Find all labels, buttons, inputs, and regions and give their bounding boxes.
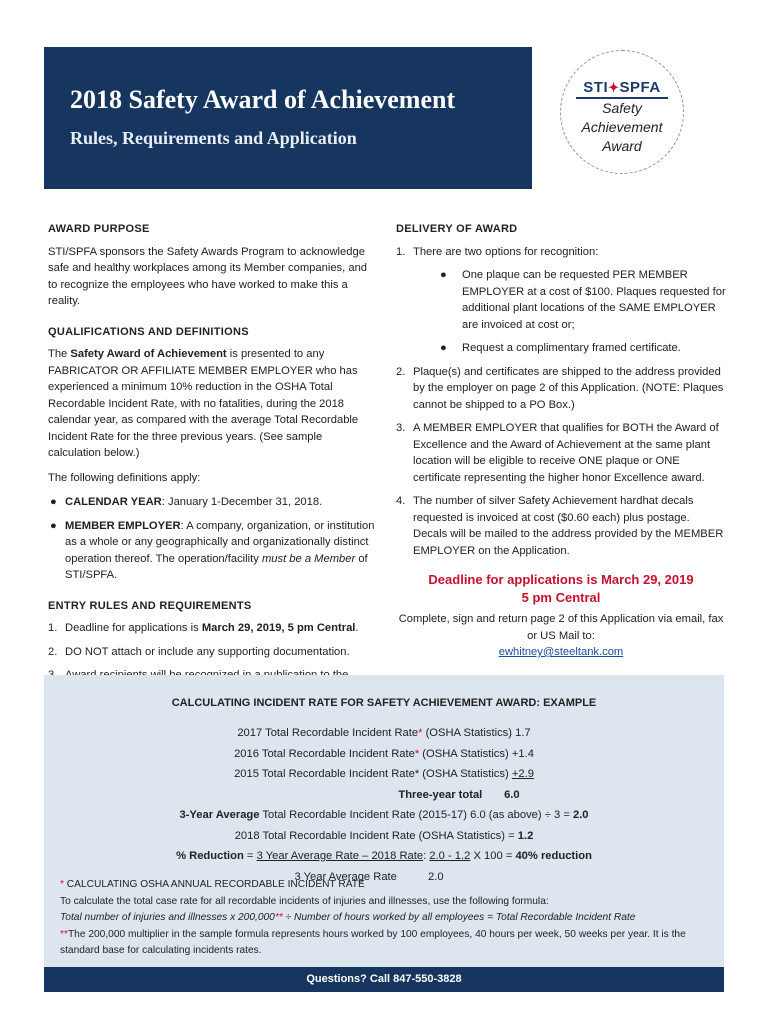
calculation-lines — [44, 723, 724, 887]
asterisk-mark: ** — [60, 928, 68, 940]
list-number: 4. — [396, 495, 406, 507]
entry-rules-heading: ENTRY RULES AND REQUIREMENTS — [48, 599, 252, 612]
calc-line-average — [44, 805, 724, 826]
calc-line-total — [44, 785, 724, 806]
page-title: 2018 Safety Award of Achievement — [70, 85, 456, 114]
bullet-icon: ● — [440, 269, 447, 281]
calc-text: 2018 Total Recordable Incident Rate (OSHA Statistics) = — [234, 829, 518, 842]
rule-text: Deadline for applications is — [65, 622, 202, 634]
qualifications-heading: QUALIFICATIONS AND DEFINITIONS — [48, 325, 249, 338]
calc-text: X 100 = — [470, 850, 516, 862]
formula-text: ÷ Number of hours worked by all employees = Total Recordable Incident Rate — [282, 912, 636, 923]
logo-brand — [561, 79, 683, 99]
definition-text: : January 1-December 31, 2018. — [161, 496, 323, 508]
qual-text-post: is presented to any FABRICATOR OR AFFILIATE MEMBER EMPLOYER who has experienced a minimum 10% reduction in the OSHA Total Recordable Incident Rate, with no fatalities, during the 2018 calendar year, as compared with the average Total Recordable Incident Rate for the three previous years. (See sample calculation below.) — [48, 348, 359, 459]
calc-text: 2015 Total Recordable Incident Rate* (OSHA Statistics) — [234, 768, 512, 780]
reduction-formula: 3 Year Average Rate – 2018 Rate — [256, 850, 424, 862]
definition-member-employer — [48, 518, 378, 584]
multiplier-text: The 200,000 multiplier in the sample formula represents hours worked by 100 employees, 40 hours per week, 50 weeks per year. It is the standard base for calculating incidents rates. — [60, 928, 686, 956]
delivery-text: There are two options for recognition: — [413, 245, 599, 258]
qual-text-pre: The — [48, 348, 71, 360]
list-number: 2. — [48, 645, 58, 658]
total-label: Three-year total — [398, 788, 483, 801]
delivery-heading: DELIVERY OF AWARD — [396, 223, 518, 235]
deadline-line-2: 5 pm Central — [521, 590, 601, 605]
questions-footer: Questions? Call 847-550-3828 — [44, 967, 724, 992]
delivery-text: Plaque(s) and certificates are shipped to the address provided by the employer on page 2 of this Application. (NOTE: Plaques cannot be shipped to a PO Box.) — [413, 365, 724, 411]
total-value: 6.0 — [504, 788, 520, 801]
osha-instructions: To calculate the total case rate for all recordable incidents of injuries and illnesses, use the following formula: — [60, 895, 549, 907]
logo-line-safety: Safety — [602, 100, 642, 116]
definitions-intro: The following definitions apply: — [48, 471, 201, 484]
bullet-icon: ● — [440, 342, 447, 354]
logo-line-award: Award — [602, 138, 642, 154]
calc-line-2017 — [44, 723, 724, 744]
email-link[interactable]: ewhitney@steeltank.com — [498, 646, 624, 658]
calculation-box — [44, 675, 724, 967]
delivery-text: A MEMBER EMPLOYER that qualifies for BOTH the Award of Excellence and the Award of Achievement at the same plant location will be eligible to receive ONE plaque or ONE certificate representing the higher honor Excellence award. — [413, 422, 719, 484]
definition-text-end: of STI/SPFA. — [65, 552, 368, 581]
calculation-title: CALCULATING INCIDENT RATE FOR SAFETY ACHIEVEMENT AWARD: EXAMPLE — [171, 697, 597, 709]
calc-text: 3 Year Average Rate — [294, 870, 397, 883]
definition-emphasis: must be a Member — [261, 552, 356, 565]
osha-heading — [60, 877, 716, 894]
osha-heading-text: CALCULATING OSHA ANNUAL RECORDABLE INCIDENT RATE — [63, 879, 365, 890]
osha-multiplier-note — [60, 927, 716, 960]
definition-calendar-year — [48, 494, 378, 511]
calc-text: (OSHA Statistics) +1.4 — [419, 747, 534, 760]
osha-note — [60, 877, 716, 960]
list-number: 1. — [396, 245, 406, 258]
formula-text: Total number of injuries and illnesses x 200,000 — [60, 912, 275, 923]
logo-line-achievement: Achievement — [581, 119, 663, 135]
calc-line-reduction — [44, 846, 724, 867]
definition-text: : A company, organization, or institution as a whole or any geographically and organizationally distinct operation thereof. The operation/facility — [65, 519, 375, 565]
safety-award-logo — [560, 50, 684, 174]
bullet-icon: ● — [50, 496, 57, 508]
option-text: Request a complimentary framed certificate. — [462, 342, 681, 354]
delivery-text: The number of silver Safety Achievement hardhat decals requested is invoiced at cost ($0.60 each) plus postage. Decals will be mailed to the address provided by the MEMBER EMPLOYER on the Application. — [413, 495, 724, 557]
reduction-values: 2.0 - 1.2 — [429, 850, 471, 862]
calc-value: +2.9 — [511, 768, 534, 780]
calc-line-2018 — [44, 826, 724, 847]
left-column — [48, 221, 378, 707]
reduction-result: 40% reduction — [515, 850, 592, 862]
asterisk-mark: * — [60, 879, 64, 890]
average-value: 2.0 — [572, 809, 589, 821]
asterisk-mark: ** — [274, 912, 283, 923]
asterisk-mark: * — [414, 747, 420, 760]
delivery-item-4 — [396, 493, 726, 559]
calc-text: = — [243, 850, 257, 862]
calc-line-2016 — [44, 744, 724, 765]
rule-text: DO NOT attach or include any supporting documentation. — [65, 645, 350, 658]
reduction-label: % Reduction — [176, 850, 244, 862]
list-number: 2. — [396, 365, 406, 378]
calc-line-2015 — [44, 764, 724, 785]
calc-text: Total Recordable Incident Rate (2015-17) 6.0 (as above) ÷ 3 = — [259, 809, 573, 821]
list-number: 1. — [48, 622, 58, 634]
asterisk-mark: * — [418, 727, 423, 739]
star-icon: ✦ — [608, 80, 620, 95]
bullet-icon: ● — [50, 519, 57, 532]
delivery-item-2 — [396, 364, 726, 414]
award-purpose-heading: AWARD PURPOSE — [48, 223, 150, 235]
submission-instructions — [396, 611, 726, 661]
delivery-item-1 — [396, 244, 726, 261]
logo-brand-right: SPFA — [619, 79, 661, 96]
calc-text: (OSHA Statistics) 1.7 — [422, 727, 531, 739]
rule-text-end: . — [355, 622, 359, 634]
average-label: 3-Year Average — [179, 809, 260, 821]
definition-term: MEMBER EMPLOYER — [65, 519, 181, 532]
header-banner — [44, 47, 532, 189]
right-column — [396, 221, 726, 661]
award-name-bold: Safety Award of Achievement — [70, 348, 227, 360]
calc-text: : — [423, 850, 430, 862]
delivery-item-3 — [396, 420, 726, 486]
entry-rule-1 — [48, 620, 378, 637]
delivery-option-certificate — [396, 340, 726, 357]
award-purpose-text: STI/SPFA sponsors the Safety Awards Program to acknowledge safe and healthy workplaces among its Member companies, and to recognize the employees who have worked to make this a reality. — [48, 245, 368, 307]
deadline-line-1: Deadline for applications is March 29, 2019 — [428, 572, 694, 587]
qualifications-paragraph — [48, 346, 378, 462]
calc-text: 2017 Total Recordable Incident Rate — [237, 727, 419, 739]
calc-value: 1.2 — [517, 829, 534, 842]
entry-rule-2 — [48, 644, 378, 661]
instructions-text: Complete, sign and return page 2 of this Application via email, fax or US Mail to: — [398, 613, 724, 642]
logo-brand-left: STI — [583, 79, 609, 96]
page-subtitle: Rules, Requirements and Application — [70, 128, 357, 148]
delivery-option-plaque — [396, 267, 726, 333]
list-number: 3. — [396, 422, 406, 434]
calc-value: 2.0 — [427, 870, 444, 883]
deadline-callout — [396, 571, 726, 607]
osha-formula — [60, 910, 716, 927]
definition-term: CALENDAR YEAR — [65, 496, 162, 508]
deadline-bold: March 29, 2019, 5 pm Central — [201, 622, 356, 634]
option-text: One plaque can be requested PER MEMBER EMPLOYER at a cost of $100. Plaques requested for additional plant locations of the SAME EMPLOYER are invoiced at cost or; — [462, 269, 726, 331]
calc-text: 2016 Total Recordable Incident Rate — [234, 747, 415, 760]
